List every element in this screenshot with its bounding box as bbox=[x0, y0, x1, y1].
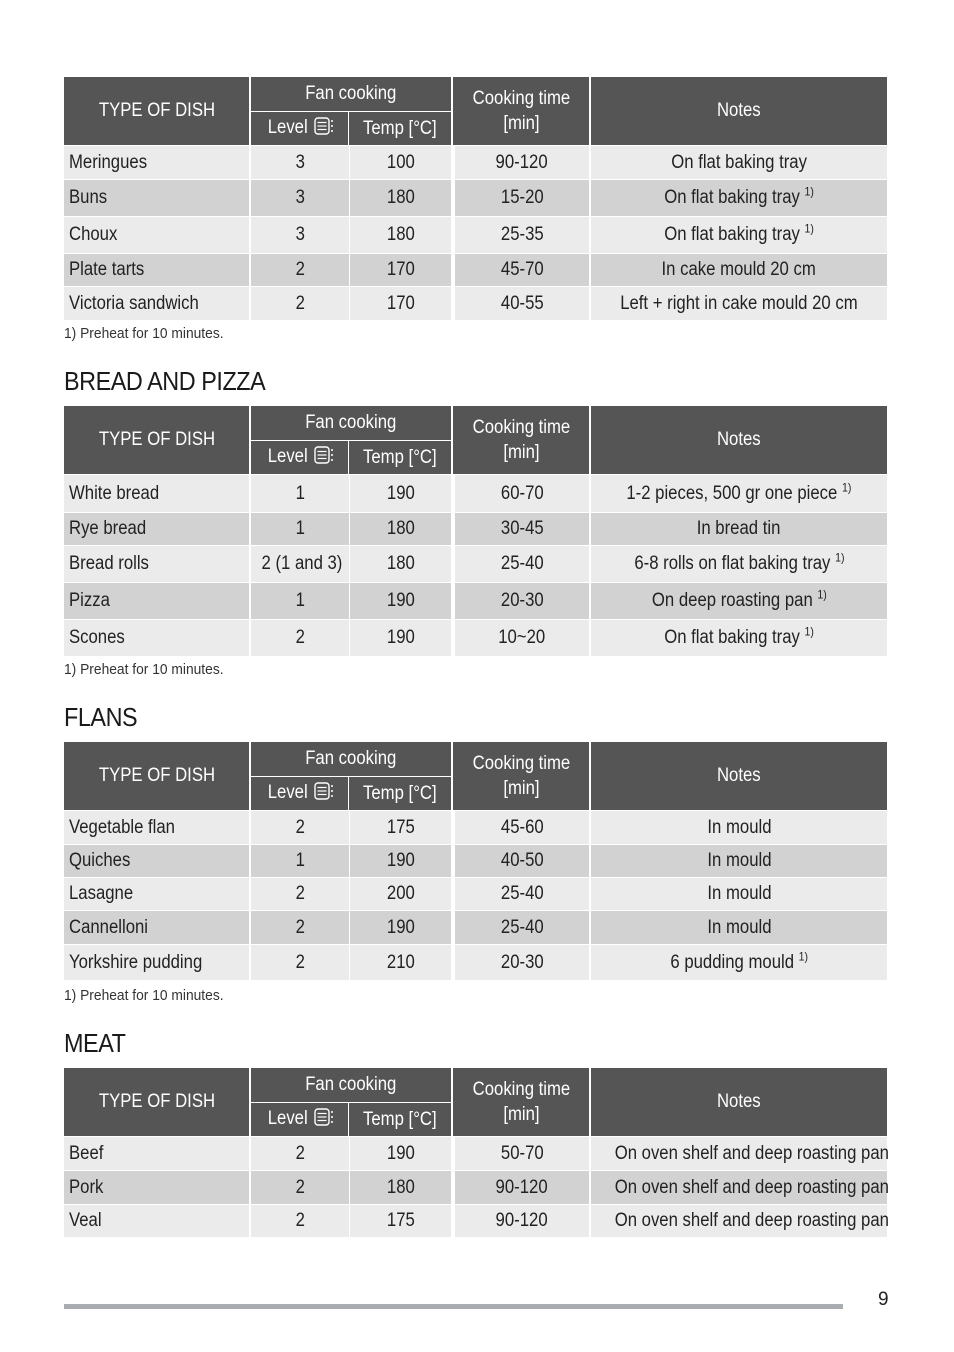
notes-cell: On oven shelf and deep roasting pan bbox=[591, 1170, 887, 1204]
dish-cell: Pizza bbox=[64, 582, 249, 619]
table-section-bread-and-pizza bbox=[64, 406, 887, 656]
table-row bbox=[64, 474, 887, 512]
header-notes: Notes bbox=[591, 1068, 887, 1136]
time-cell: 45-60 bbox=[453, 810, 591, 844]
footnote-ref: 1) bbox=[804, 184, 814, 199]
header-notes: Notes bbox=[591, 406, 887, 474]
notes-cell: In mould bbox=[591, 910, 887, 944]
header-type-of-dish: TYPE OF DISH bbox=[64, 1068, 249, 1136]
level-cell: 3 bbox=[249, 179, 349, 216]
notes-cell: 6-8 rolls on flat baking tray $^{1)}$ bbox=[591, 545, 887, 582]
table-section-flans bbox=[64, 742, 887, 980]
shelf-level-icon bbox=[314, 1108, 334, 1132]
cooking-table bbox=[64, 742, 887, 980]
notes-cell: On flat baking tray bbox=[591, 145, 887, 179]
temp-cell: 180 bbox=[349, 216, 453, 253]
header-temp: Temp [°C] bbox=[349, 441, 453, 474]
level-cell: 2 bbox=[249, 619, 349, 656]
dish-cell: Scones bbox=[64, 619, 249, 656]
header-fan-cooking: Fan cooking bbox=[249, 77, 453, 112]
notes-cell: In mould bbox=[591, 810, 887, 844]
level-cell: 1 bbox=[249, 582, 349, 619]
footnote: 1) Preheat for 10 minutes. bbox=[64, 661, 224, 678]
level-cell: 3 bbox=[249, 145, 349, 179]
notes-cell: In cake mould 20 cm bbox=[591, 253, 887, 286]
header-cooking-time: Cooking time [min] bbox=[453, 742, 591, 810]
header-cooking-time: Cooking time [min] bbox=[453, 1068, 591, 1136]
temp-cell: 190 bbox=[349, 1136, 453, 1170]
footnote: 1) Preheat for 10 minutes. bbox=[64, 325, 224, 342]
time-cell: 25-35 bbox=[453, 216, 591, 253]
table-row bbox=[64, 179, 887, 216]
temp-cell: 180 bbox=[349, 1170, 453, 1204]
table-row bbox=[64, 619, 887, 656]
time-cell: 40-55 bbox=[453, 286, 591, 320]
dish-cell: Choux bbox=[64, 216, 249, 253]
footnote-ref: 1) bbox=[834, 550, 845, 565]
level-cell: 1 bbox=[249, 474, 349, 512]
dish-cell: White bread bbox=[64, 474, 249, 512]
time-cell: 20-30 bbox=[453, 944, 591, 980]
table-row bbox=[64, 145, 887, 179]
table-row bbox=[64, 877, 887, 910]
level-cell: 2 bbox=[249, 877, 349, 910]
temp-cell: 170 bbox=[349, 253, 453, 286]
dish-cell: Yorkshire pudding bbox=[64, 944, 249, 980]
footnote: 1) Preheat for 10 minutes. bbox=[64, 987, 224, 1004]
table-row bbox=[64, 944, 887, 980]
level-cell: 1 bbox=[249, 512, 349, 545]
time-cell: 30-45 bbox=[453, 512, 591, 545]
time-cell: 50-70 bbox=[453, 1136, 591, 1170]
header-fan-cooking: Fan cooking bbox=[249, 742, 453, 777]
table-row bbox=[64, 512, 887, 545]
table-row bbox=[64, 1170, 887, 1204]
temp-cell: 100 bbox=[349, 145, 453, 179]
time-cell: 40-50 bbox=[453, 844, 591, 877]
table-section-meat bbox=[64, 1068, 887, 1237]
dish-cell: Cannelloni bbox=[64, 910, 249, 944]
time-cell: 25-40 bbox=[453, 877, 591, 910]
dish-cell: Vegetable flan bbox=[64, 810, 249, 844]
table-section-cakes bbox=[64, 77, 887, 320]
notes-cell: On flat baking tray $^{1)}$ bbox=[591, 216, 887, 253]
temp-cell: 190 bbox=[349, 582, 453, 619]
section-title-flans: FLANS bbox=[64, 702, 138, 732]
table-row bbox=[64, 286, 887, 320]
dish-cell: Buns bbox=[64, 179, 249, 216]
section-title-bread-and-pizza: BREAD AND PIZZA bbox=[64, 366, 266, 396]
notes-cell: In mould bbox=[591, 844, 887, 877]
header-cooking-time: Cooking time [min] bbox=[453, 406, 591, 474]
dish-cell: Pork bbox=[64, 1170, 249, 1204]
time-cell: 25-40 bbox=[453, 910, 591, 944]
notes-cell: On flat baking tray $^{1)}$ bbox=[591, 619, 887, 656]
notes-cell: On oven shelf and deep roasting pan bbox=[591, 1204, 887, 1237]
temp-cell: 180 bbox=[349, 512, 453, 545]
level-cell: 2 bbox=[249, 1136, 349, 1170]
level-cell: 2 bbox=[249, 910, 349, 944]
time-cell: 45-70 bbox=[453, 253, 591, 286]
level-cell: 3 bbox=[249, 216, 349, 253]
temp-cell: 170 bbox=[349, 286, 453, 320]
notes-cell: On oven shelf and deep roasting pan bbox=[591, 1136, 887, 1170]
table-row bbox=[64, 1204, 887, 1237]
footnote-ref: 1) bbox=[804, 221, 814, 236]
shelf-level-icon bbox=[314, 446, 334, 470]
footnote-ref: 1) bbox=[804, 624, 814, 639]
level-cell: 2 bbox=[249, 286, 349, 320]
dish-cell: Lasagne bbox=[64, 877, 249, 910]
dish-cell: Quiches bbox=[64, 844, 249, 877]
temp-cell: 190 bbox=[349, 910, 453, 944]
notes-cell: 1-2 pieces, 500 gr one piece $^{1)}$ bbox=[591, 474, 887, 512]
notes-cell: In mould bbox=[591, 877, 887, 910]
page-number: 9 bbox=[878, 1289, 889, 1310]
time-cell: 90-120 bbox=[453, 1170, 591, 1204]
level-cell: 2 bbox=[249, 944, 349, 980]
level-cell: 2 (1 and 3) bbox=[249, 545, 349, 582]
time-cell: 90-120 bbox=[453, 1204, 591, 1237]
time-cell: 60-70 bbox=[453, 474, 591, 512]
time-cell: 20-30 bbox=[453, 582, 591, 619]
table-row bbox=[64, 844, 887, 877]
temp-cell: 190 bbox=[349, 619, 453, 656]
temp-cell: 175 bbox=[349, 810, 453, 844]
header-fan-cooking: Fan cooking bbox=[249, 406, 453, 441]
cooking-table bbox=[64, 1068, 887, 1237]
notes-cell: In bread tin bbox=[591, 512, 887, 545]
table-row bbox=[64, 910, 887, 944]
header-temp: Temp [°C] bbox=[349, 112, 453, 145]
dish-cell: Plate tarts bbox=[64, 253, 249, 286]
header-notes: Notes bbox=[591, 77, 887, 145]
dish-cell: Bread rolls bbox=[64, 545, 249, 582]
header-level: Level bbox=[249, 441, 349, 474]
header-level: Level bbox=[249, 112, 349, 145]
header-type-of-dish: TYPE OF DISH bbox=[64, 406, 249, 474]
footnote-ref: 1) bbox=[842, 480, 852, 495]
dish-cell: Rye bread bbox=[64, 512, 249, 545]
time-cell: 15-20 bbox=[453, 179, 591, 216]
time-cell: 10~20 bbox=[453, 619, 591, 656]
temp-cell: 210 bbox=[349, 944, 453, 980]
cooking-table bbox=[64, 406, 887, 656]
table-row bbox=[64, 253, 887, 286]
time-cell: 90-120 bbox=[453, 145, 591, 179]
table-row bbox=[64, 216, 887, 253]
cooking-table bbox=[64, 77, 887, 320]
table-row bbox=[64, 545, 887, 582]
header-level: Level bbox=[249, 777, 349, 810]
notes-cell: 6 pudding mould $^{1)}$ bbox=[591, 944, 887, 980]
header-temp: Temp [°C] bbox=[349, 1103, 453, 1136]
header-type-of-dish: TYPE OF DISH bbox=[64, 742, 249, 810]
header-cooking-time: Cooking time [min] bbox=[453, 77, 591, 145]
header-notes: Notes bbox=[591, 742, 887, 810]
section-title-meat: MEAT bbox=[64, 1028, 126, 1058]
table-row bbox=[64, 582, 887, 619]
header-fan-cooking: Fan cooking bbox=[249, 1068, 453, 1103]
header-type-of-dish: TYPE OF DISH bbox=[64, 77, 249, 145]
table-row bbox=[64, 1136, 887, 1170]
temp-cell: 190 bbox=[349, 474, 453, 512]
header-temp: Temp [°C] bbox=[349, 777, 453, 810]
temp-cell: 180 bbox=[349, 179, 453, 216]
temp-cell: 200 bbox=[349, 877, 453, 910]
level-cell: 1 bbox=[249, 844, 349, 877]
level-cell: 2 bbox=[249, 1170, 349, 1204]
footer-divider bbox=[64, 1304, 843, 1309]
level-cell: 2 bbox=[249, 1204, 349, 1237]
temp-cell: 175 bbox=[349, 1204, 453, 1237]
dish-cell: Meringues bbox=[64, 145, 249, 179]
shelf-level-icon bbox=[314, 782, 334, 806]
time-cell: 25-40 bbox=[453, 545, 591, 582]
dish-cell: Victoria sandwich bbox=[64, 286, 249, 320]
temp-cell: 190 bbox=[349, 844, 453, 877]
level-cell: 2 bbox=[249, 810, 349, 844]
dish-cell: Veal bbox=[64, 1204, 249, 1237]
footnote-ref: 1) bbox=[817, 587, 827, 602]
dish-cell: Beef bbox=[64, 1136, 249, 1170]
shelf-level-icon bbox=[314, 117, 334, 141]
footnote-ref: 1) bbox=[798, 949, 808, 964]
notes-cell: On deep roasting pan $^{1)}$ bbox=[591, 582, 887, 619]
notes-cell: Left + right in cake mould 20 cm bbox=[591, 286, 887, 320]
header-level: Level bbox=[249, 1103, 349, 1136]
temp-cell: 180 bbox=[349, 545, 453, 582]
notes-cell: On flat baking tray $^{1)}$ bbox=[591, 179, 887, 216]
table-row bbox=[64, 810, 887, 844]
level-cell: 2 bbox=[249, 253, 349, 286]
